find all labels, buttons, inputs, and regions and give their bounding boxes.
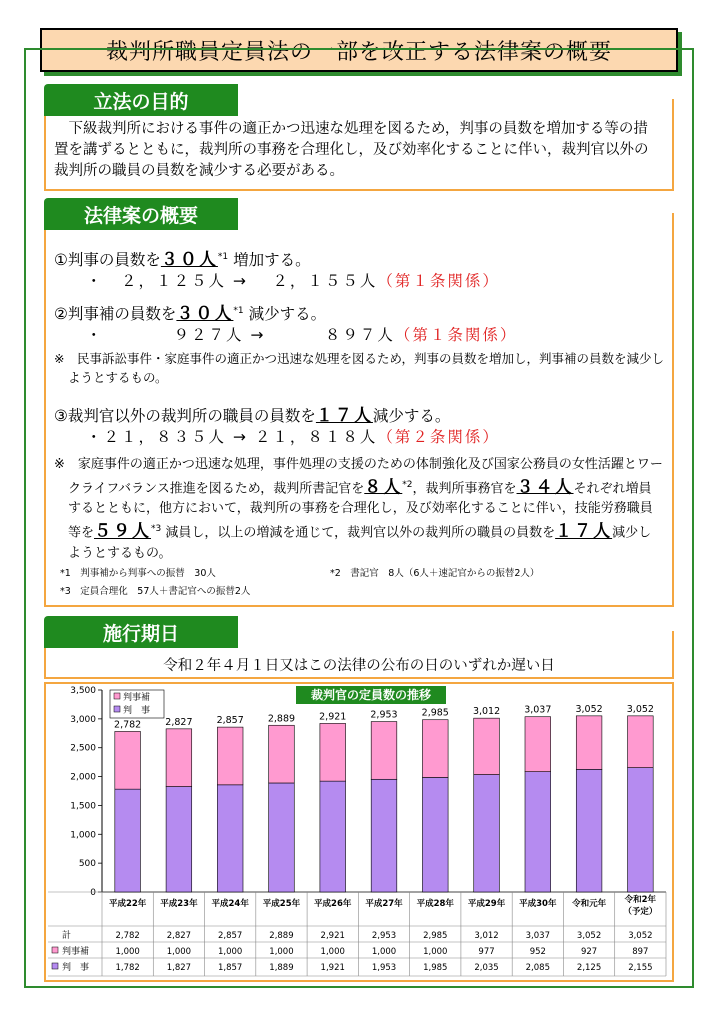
table-cell: 1,000 (115, 947, 140, 957)
bar-judge (320, 781, 346, 892)
table-cell: 1,000 (320, 947, 345, 957)
row-legend-swatch (52, 947, 58, 953)
y-tick-label: 1,000 (70, 830, 96, 841)
x-category-label: 平成25年 (262, 899, 301, 909)
bar-total-label: 2,985 (421, 707, 449, 719)
bar-judge (371, 779, 397, 892)
x-category-label: 令和2年 (624, 895, 657, 905)
bar-judge (576, 769, 602, 892)
table-cell: 3,012 (474, 931, 499, 941)
bar-total-label: 3,052 (626, 703, 654, 715)
bar-judge (628, 768, 654, 892)
x-category-label: 平成22年 (108, 899, 147, 909)
item-assistant-detail: ・ ９２７人 → ８９７人（第１条関係） (86, 326, 518, 344)
staff-chart (46, 684, 672, 980)
y-tick-label: 2,000 (70, 772, 96, 783)
item-judge-detail: ・ ２，１２５人 → ２，１５５人（第１条関係） (86, 272, 500, 290)
bar-assistant (371, 722, 397, 780)
bar-assistant (269, 725, 295, 783)
table-cell: 1,000 (371, 947, 397, 957)
legend-swatch (114, 706, 120, 712)
note-staff: ※ 家庭事件の適正かつ迅速な処理，事件処理の支援のための体制強化及び国家公務員の女性活躍とワークライフバランス推進を図るため，裁判所書記官を８人$^{*2}$，裁判所事務官を３４人それぞれ増員するとともに，他方において，裁判所の事務を合理化し，及び効率化することに伴い，技能労務職員等を５９人$^{*3}$ 減員し，以上の増減を通じて，裁判官以外の裁判所の職員の員数を１７人減少しようとするもの。 (54, 457, 663, 561)
legend-label: 判事補 (123, 693, 151, 703)
table-cell: 1,000 (166, 947, 192, 957)
table-cell: 2,889 (269, 931, 294, 941)
note-judges: ※ 民事訴訟事件・家庭事件の適正かつ迅速な処理を図るため，判事の員数を増加し，判事補の員数を減少しようとするもの。 (54, 351, 664, 385)
table-cell: 927 (580, 947, 598, 957)
x-category-label: 平成24年 (211, 899, 249, 909)
page-title: 裁判所職員定員法の一部を改正する法律案の概要 (40, 28, 678, 72)
footnote-1: *1 判事補から判事への振替 30人 (60, 568, 216, 579)
item-staff-decrease: ③裁判官以外の裁判所の職員の員数を１７人減少する。 (54, 406, 451, 426)
bar-assistant (628, 716, 654, 768)
bar-judge (217, 785, 243, 892)
table-cell: 1,857 (218, 963, 243, 973)
legend-label: 判 事 (123, 706, 151, 716)
table-cell: 977 (478, 947, 495, 957)
y-tick-label: 3,000 (70, 714, 96, 725)
item-assistant-decrease: ②判事補の員数を３０人$^{*1}$ 減少する。 (54, 304, 327, 324)
y-tick-label: 500 (78, 859, 96, 870)
table-cell: 2,085 (525, 963, 550, 973)
bar-total-label: 2,921 (319, 711, 347, 723)
bar-total-label: 2,889 (267, 713, 296, 725)
x-category-label: 平成23年 (160, 899, 198, 909)
x-category-label: 令和元年 (572, 899, 607, 909)
overview-box (44, 213, 674, 607)
bar-total-label: 3,052 (575, 703, 603, 715)
bar-assistant (320, 723, 346, 781)
table-cell: 2,921 (320, 931, 345, 941)
table-cell: 2,857 (218, 931, 243, 941)
x-category-label: （予定） (623, 907, 658, 917)
chart-title: 裁判官の定員数の推移 (310, 688, 432, 702)
footnote-3: *3 定員合理化 57人＋書記官への振替2人 (60, 586, 251, 597)
y-tick-label: 0 (90, 888, 96, 898)
row-legend-swatch (52, 963, 58, 969)
x-category-label: 平成28年 (416, 899, 454, 909)
item-judge-increase: ①判事の員数を３０人$^{*1}$ 増加する。 (54, 250, 311, 270)
table-cell: 3,037 (525, 931, 550, 941)
bar-judge (269, 783, 295, 892)
bar-assistant (525, 717, 551, 772)
bar-judge (525, 772, 551, 892)
table-cell: 3,052 (576, 931, 602, 941)
bar-assistant (115, 731, 141, 789)
x-category-label: 平成26年 (314, 899, 352, 909)
table-cell: 2,782 (115, 931, 140, 941)
footnote-2: *2 書記官 8人（6人＋速記官からの振替2人） (330, 568, 540, 579)
table-cell: 1,985 (423, 963, 448, 973)
y-tick-label: 2,500 (70, 743, 96, 754)
bar-judge (474, 775, 500, 892)
table-cell: 2,827 (166, 931, 192, 941)
overview-heading: 法律案の概要 (44, 198, 238, 230)
table-cell: 2,953 (371, 931, 397, 941)
bar-total-label: 2,782 (114, 719, 142, 731)
x-category-label: 平成27年 (365, 899, 403, 909)
bar-assistant (422, 720, 448, 778)
table-row-header: 判 事 (62, 963, 90, 973)
bar-total-label: 3,012 (472, 706, 501, 718)
table-cell: 1,000 (269, 947, 294, 957)
bar-assistant (166, 729, 192, 787)
purpose-heading: 立法の目的 (44, 84, 238, 116)
bar-total-label: 2,857 (216, 715, 244, 727)
y-tick-label: 1,500 (70, 801, 96, 812)
table-cell: 2,155 (628, 963, 653, 973)
legend-swatch (114, 693, 120, 699)
x-category-label: 平成29年 (467, 899, 506, 909)
table-cell: 1,889 (269, 963, 294, 973)
bar-assistant (474, 718, 500, 774)
bar-total-label: 2,953 (370, 709, 398, 721)
table-cell: 1,782 (115, 963, 140, 973)
purpose-text: 下級裁判所における事件の適正かつ迅速な処理を図るため，判事の員数を増加する等の措置を講ずるとともに，裁判所の事務を合理化し，及び効率化することに伴い，裁判官以外の裁判所の職員の員数を減少する必要がある。 (54, 121, 649, 179)
table-cell: 2,985 (423, 931, 448, 941)
table-cell: 1,000 (218, 947, 243, 957)
bar-total-label: 3,037 (524, 704, 552, 716)
bar-judge (422, 777, 448, 892)
table-cell: 897 (632, 947, 649, 957)
table-cell: 3,052 (628, 931, 653, 941)
item-staff-detail: ・２１，８３５人 → ２１，８１８人（第２条関係） (86, 428, 500, 446)
table-cell: 1,000 (423, 947, 448, 957)
table-cell: 952 (529, 947, 546, 957)
bar-total-label: 2,827 (165, 716, 193, 728)
effective-date: 令和２年４月１日又はこの法律の公布の日のいずれか遅い日 (44, 651, 674, 679)
table-row-header: 判事補 (62, 947, 90, 957)
y-tick-label: 3,500 (70, 686, 96, 696)
table-cell: 1,921 (320, 963, 345, 973)
bar-judge (115, 789, 141, 892)
chart-container (44, 682, 674, 982)
table-cell: 2,035 (474, 963, 499, 973)
x-category-label: 平成30年 (519, 899, 557, 909)
bar-assistant (217, 727, 243, 785)
table-cell: 1,827 (166, 963, 192, 973)
effective-heading: 施行期日 (44, 616, 238, 648)
bar-judge (166, 787, 192, 892)
table-cell: 2,125 (576, 963, 602, 973)
table-row-header: 計 (62, 931, 72, 941)
bar-assistant (576, 716, 602, 770)
table-cell: 1,953 (371, 963, 397, 973)
